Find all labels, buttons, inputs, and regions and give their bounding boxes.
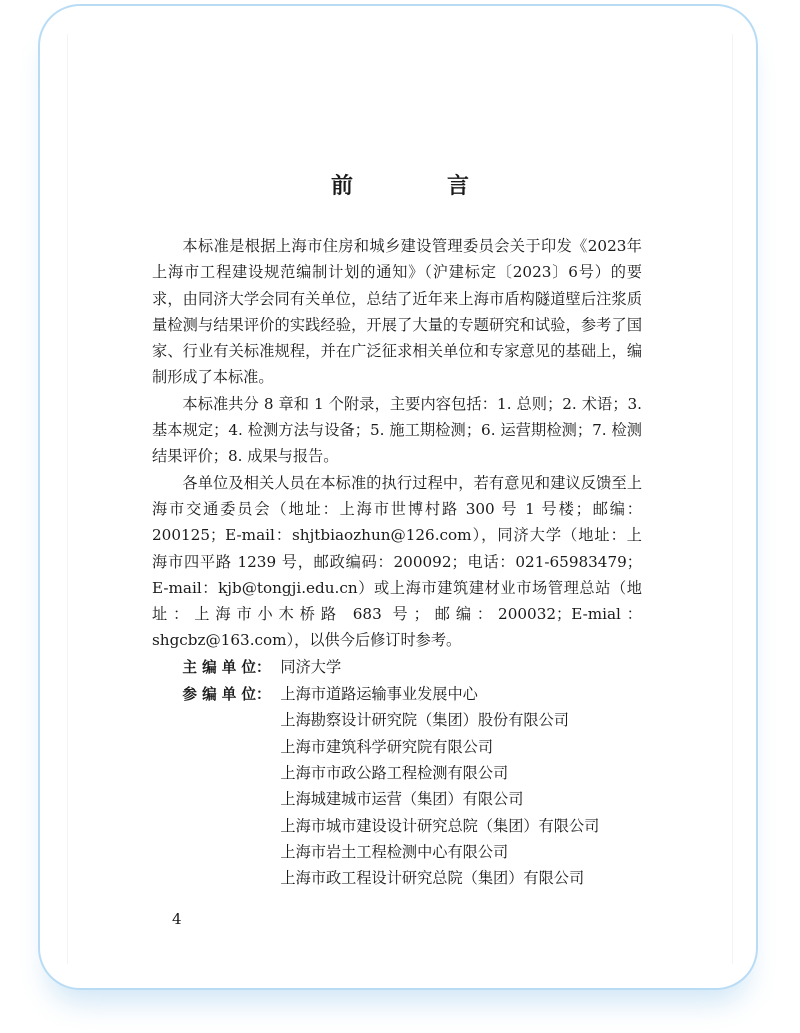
participating-list xyxy=(280,681,599,891)
participating-row xyxy=(152,681,642,891)
paragraph-basis: 本标准是根据上海市住房和城乡建设管理委员会关于印发《2023年上海市工程建设规范编制计划的通知》（沪建标定〔2023〕6号）的要求，由同济大学会同有关单位，总结了近年来上海市盾构隧道壁后注浆质量检测与结果评价的实践经验，开展了大量的专题研究和试验，参考了国家、行业有关标准规程，并在广泛征求相关单位和专家意见的基础上，编制形成了本标准。 xyxy=(152,237,642,387)
participating-label: 参 编 单 位： xyxy=(182,686,271,704)
participating-unit: 上海市政工程设计研究总院（集团）有限公司 xyxy=(280,869,585,888)
paragraph-contents: 本标准共分 8 章和 1 个附录，主要内容包括：1. 总则；2. 术语；3. 基本规定；4. 检测方法与设备；5. 施工期检测；6. 运营期检测；7. 检测结果评价；8. 成果与报告。 xyxy=(152,394,642,466)
page-title: 前 言 xyxy=(330,174,505,199)
preface-body xyxy=(152,233,642,891)
participating-unit: 上海市岩土工程检测中心有限公司 xyxy=(280,842,509,861)
participating-unit: 上海城建城市运营（集团）有限公司 xyxy=(280,790,524,809)
chief-editor-unit: 同济大学 xyxy=(280,657,342,676)
page-number: 4 xyxy=(172,910,182,928)
participating-unit: 上海市城市建设设计研究总院（集团）有限公司 xyxy=(280,816,600,835)
chief-editor-list xyxy=(280,654,341,680)
chief-editor-row xyxy=(152,654,642,681)
participating-unit: 上海市道路运输事业发展中心 xyxy=(280,685,478,704)
paragraph-feedback: 各单位及相关人员在本标准的执行过程中，若有意见和建议反馈至上海市交通委员会（地址：上海市世博村路 300 号 1 号楼；邮编：200125；E-mail：shjtbiaozhun@126.com），同济大学（地址：上海市四平路 1239 号，邮政编码：200092；电话：021-65983479；E-mail：kjb@tongji.edu.cn）或上海市建筑建材业市场管理总站（地址：上海市小木桥路 683 号；邮编：200032；E-mial：shgcbz@163.com），以供今后修订时参考。 xyxy=(152,473,642,650)
participating-unit: 上海勘察设计研究院（集团）股份有限公司 xyxy=(280,711,569,730)
participating-unit: 上海市市政公路工程检测有限公司 xyxy=(280,763,509,782)
chief-editor-label: 主 编 单 位： xyxy=(182,658,271,676)
participating-unit: 上海市建筑科学研究院有限公司 xyxy=(280,737,494,756)
